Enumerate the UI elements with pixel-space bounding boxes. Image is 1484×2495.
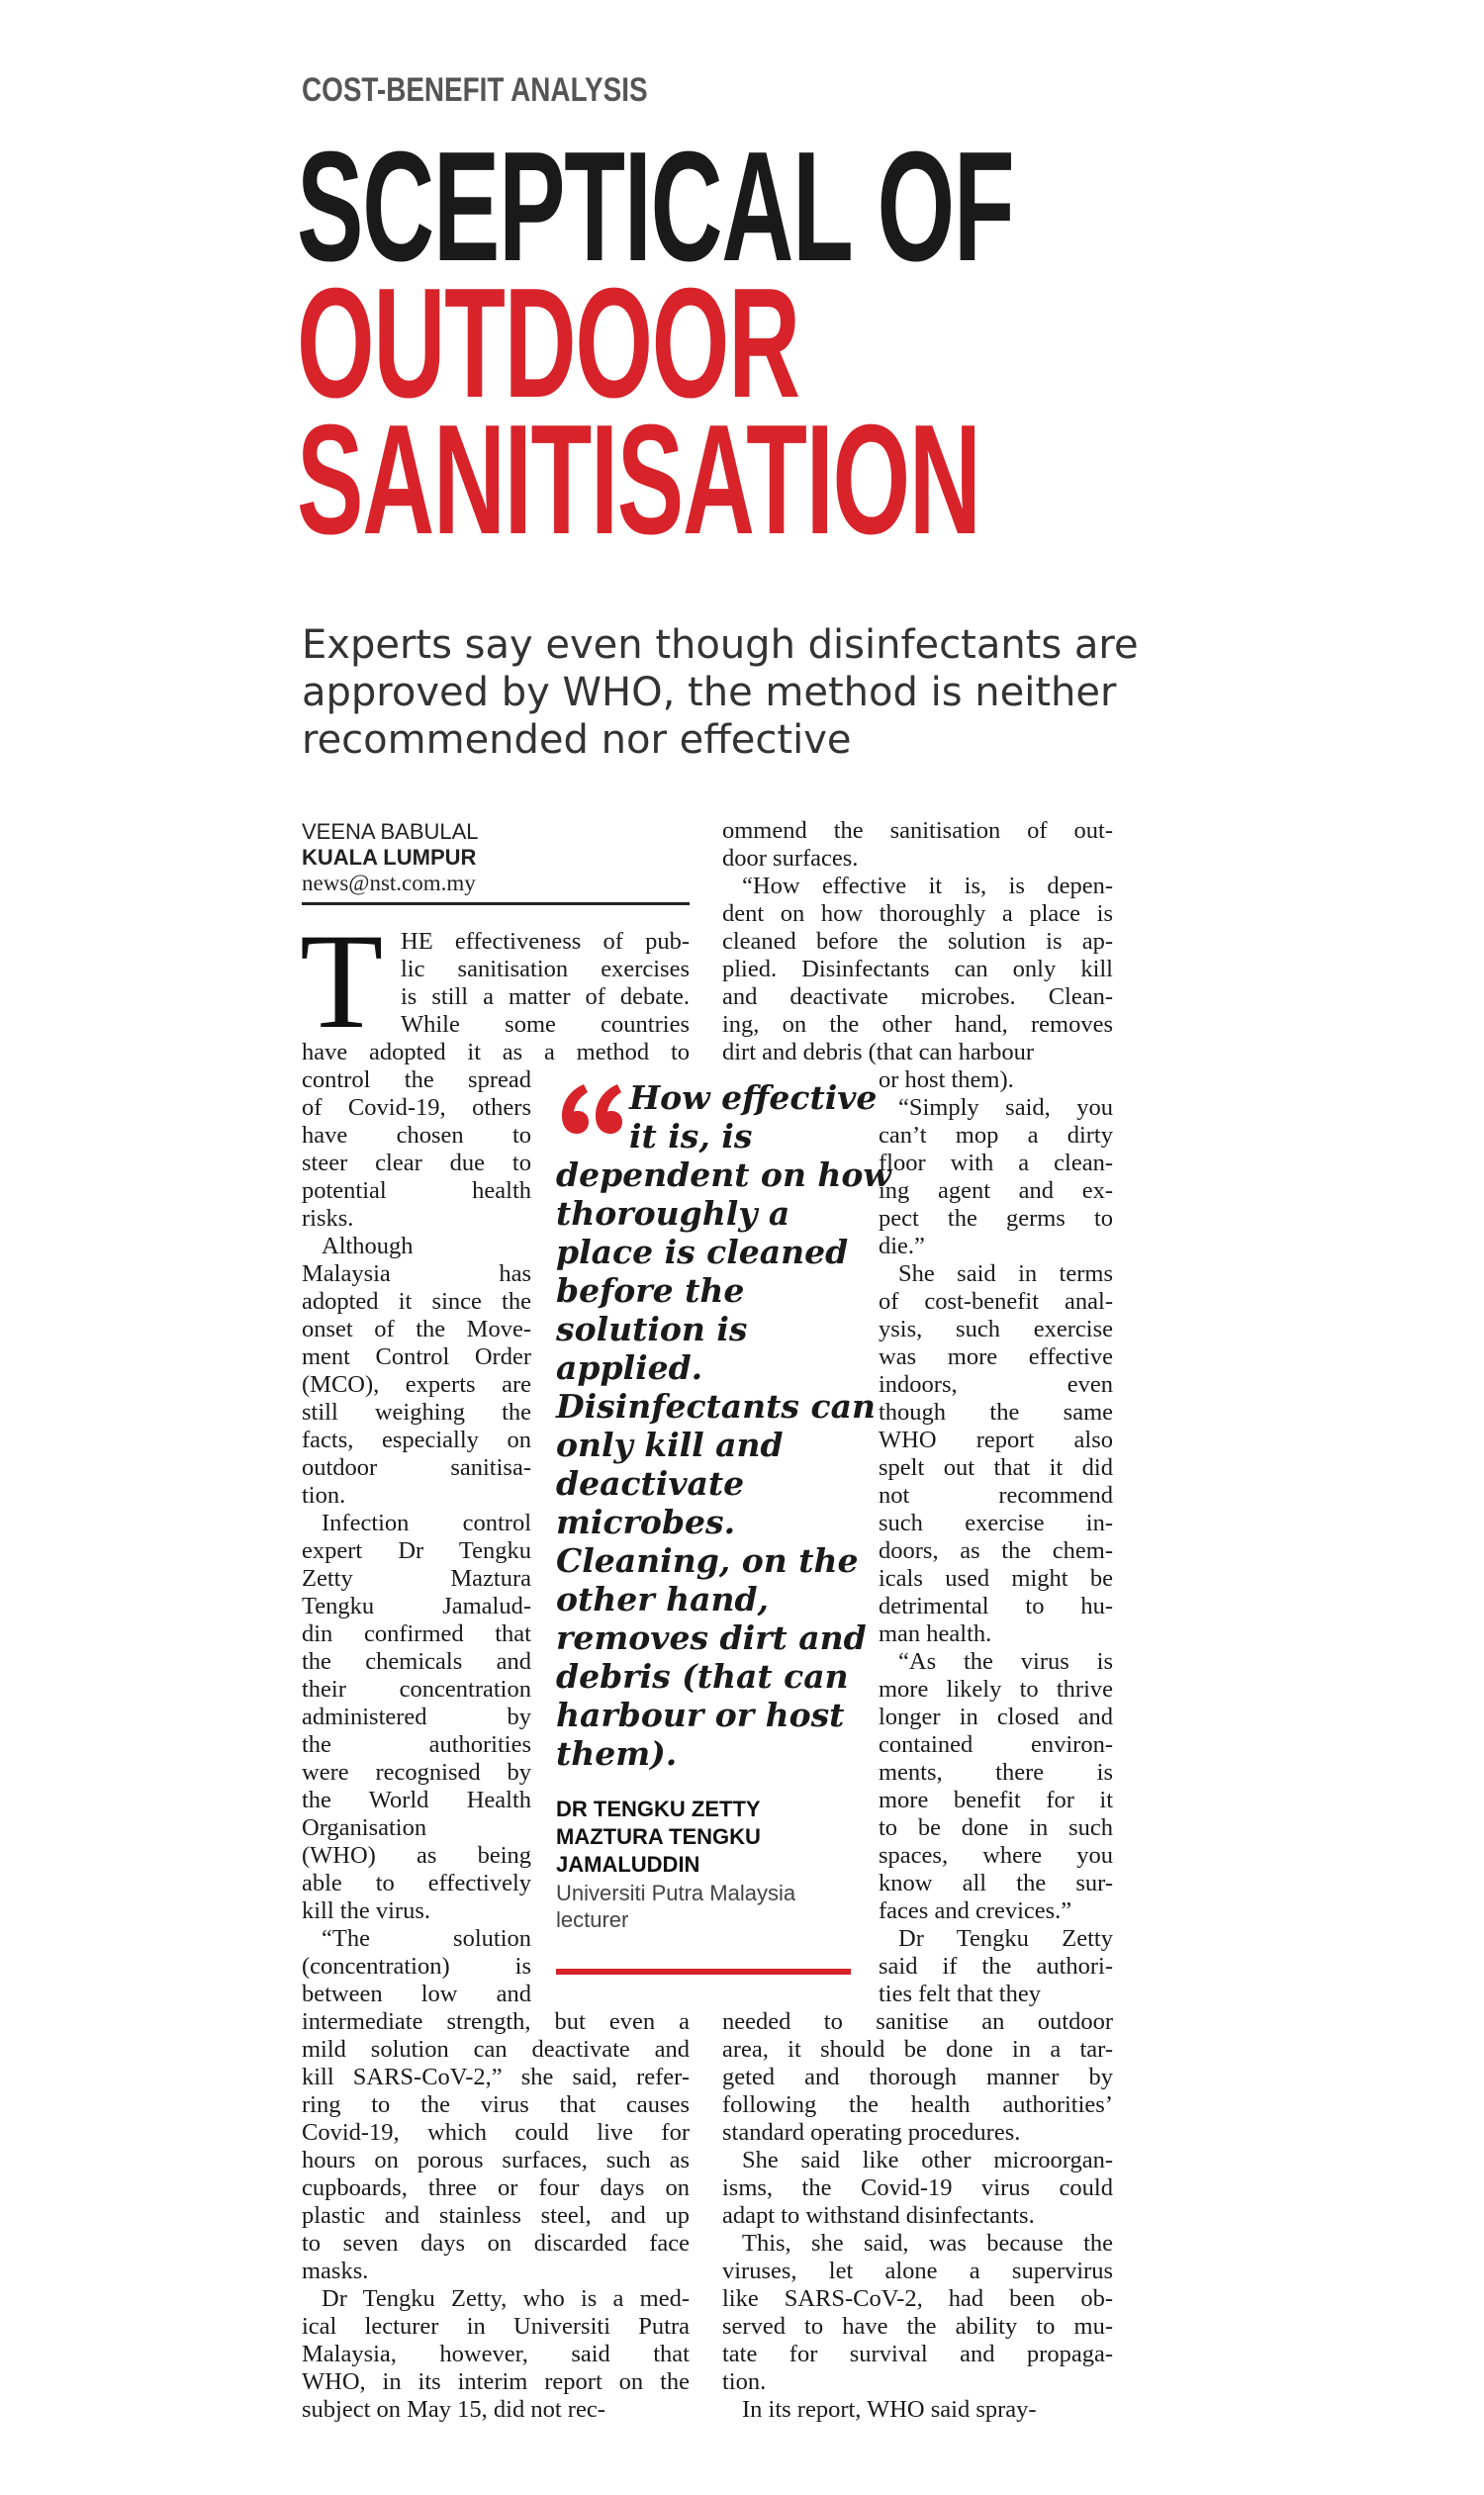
- body-text-line: their concentration: [302, 1676, 531, 1703]
- pull-quote-role-line: lecturer: [556, 1907, 629, 1932]
- body-text-line: between low and: [302, 1981, 531, 2007]
- body-text-line: icals used might be: [879, 1565, 1113, 1592]
- body-text-line: to be done in such: [879, 1814, 1113, 1841]
- body-text-line: masks.: [302, 2258, 369, 2284]
- pull-quote-line: it is, is: [629, 1117, 753, 1155]
- body-text-line: man health.: [879, 1620, 992, 1647]
- column-2-bottom: [722, 2008, 1113, 2424]
- body-text-line: dirt and debris (that can harbour: [722, 1039, 1034, 1065]
- body-text-line: This, she said, was because the: [742, 2230, 1113, 2257]
- pull-quote-line: Cleaning, on the: [556, 1541, 859, 1580]
- body-text-line: cleaned before the solution is ap-: [722, 928, 1113, 955]
- body-text-line: intermediate strength, but even a: [302, 2008, 690, 2035]
- body-text-line: cupboards, three or four days on: [302, 2174, 690, 2201]
- headline-line-2: OUTDOOR: [297, 256, 799, 430]
- body-text-line: able to effectively: [302, 1870, 531, 1896]
- body-text-line: can’t mop a dirty: [879, 1122, 1113, 1149]
- body-text-line: “Simply said, you: [898, 1094, 1113, 1121]
- standfirst-line: Experts say even though disinfectants are: [302, 622, 1139, 668]
- column-3-narrow: [879, 1066, 1113, 2008]
- body-text-line: door surfaces.: [722, 845, 859, 872]
- body-text-line: Tengku Jamalud-: [302, 1593, 531, 1619]
- body-text-line: HE effectiveness of pub-: [401, 928, 690, 955]
- body-text-line: While some countries: [401, 1011, 690, 1038]
- body-text-line: served to have the ability to mu-: [722, 2313, 1113, 2340]
- body-text-line: She said like other microorgan-: [742, 2147, 1113, 2173]
- body-text-line: kill the virus.: [302, 1897, 430, 1924]
- body-text-line: Although: [322, 1233, 414, 1259]
- byline-author: VEENA BABULAL: [302, 819, 479, 844]
- body-text-line: the authorities: [302, 1731, 531, 1758]
- body-text-line: “How effective it is, is depen-: [742, 873, 1113, 899]
- pull-quote-divider: [556, 1969, 851, 1975]
- body-text-line: kill SARS-CoV-2,” she said, refer-: [302, 2064, 690, 2090]
- body-text-line: plied. Disinfectants can only kill: [722, 956, 1113, 982]
- body-text-line: adopted it since the: [302, 1288, 531, 1315]
- pull-quote-role: [556, 1880, 873, 1933]
- body-text-line: risks.: [302, 1205, 354, 1232]
- body-text-line: know all the sur-: [879, 1870, 1113, 1896]
- body-text-line: die.”: [879, 1233, 925, 1259]
- body-text-line: “The solution: [322, 1925, 531, 1952]
- body-text-line: needed to sanitise an outdoor: [722, 2008, 1113, 2035]
- body-text-line: ical lecturer in Universiti Putra: [302, 2313, 690, 2340]
- body-text-line: tate for survival and propaga-: [722, 2341, 1113, 2367]
- body-text-line: ing, on the other hand, removes: [722, 1011, 1113, 1038]
- body-text-line: have chosen to: [302, 1122, 531, 1149]
- body-text-line: or host them).: [879, 1066, 1014, 1093]
- pull-quote-line: harbour or host: [556, 1696, 845, 1734]
- body-text-line: the chemicals and: [302, 1648, 531, 1675]
- pull-quote-line: other hand,: [556, 1580, 770, 1618]
- body-text-line: Infection control: [322, 1510, 531, 1536]
- body-text-line: administered by: [302, 1704, 531, 1730]
- headline-line-1: SCEPTICAL OF: [297, 120, 1014, 294]
- body-text-line: such exercise in-: [879, 1510, 1113, 1536]
- body-text-line: viruses, let alone a supervirus: [722, 2258, 1113, 2284]
- body-text-line: hours on porous surfaces, such as: [302, 2147, 690, 2173]
- body-text-line: WHO, in its interim report on the: [302, 2368, 690, 2395]
- pull-quote-line: only kill and: [556, 1426, 784, 1464]
- body-text-line: tion.: [722, 2368, 767, 2395]
- body-text-line: potential health: [302, 1177, 531, 1204]
- body-text-line: ring to the virus that causes: [302, 2091, 690, 2118]
- pull-quote: [556, 1078, 891, 1773]
- body-text-line: ysis, such exercise: [879, 1316, 1113, 1342]
- body-text-line: ment Control Order: [302, 1343, 531, 1370]
- pull-quote-line: Disinfectants can: [556, 1387, 876, 1426]
- pull-quote-line: debris (that can: [556, 1657, 849, 1696]
- body-text-line: outdoor sanitisa-: [302, 1454, 531, 1481]
- body-text-line: facts, especially on: [302, 1427, 531, 1453]
- pull-quote-line: solution is: [556, 1310, 748, 1348]
- body-text-line: said if the authori-: [879, 1953, 1113, 1980]
- body-text-line: expert Dr Tengku: [302, 1537, 531, 1564]
- body-text-line: is still a matter of debate.: [401, 983, 690, 1010]
- body-text-line: were recognised by: [302, 1759, 531, 1786]
- body-text-line: (concentration) is: [302, 1953, 531, 1980]
- pull-quote-name-line: JAMALUDDIN: [556, 1852, 700, 1877]
- headline: [297, 120, 1014, 567]
- body-text-line: Organisation: [302, 1814, 427, 1841]
- headline-line-3: SANITISATION: [297, 393, 980, 567]
- pull-quote-attribution: [556, 1796, 873, 1879]
- pull-quote-line: before the: [556, 1271, 745, 1310]
- pull-quote-name-line: DR TENGKU ZETTY: [556, 1797, 761, 1821]
- body-text-line: standard operating procedures.: [722, 2119, 1021, 2146]
- body-text-line: Dr Tengku Zetty, who is a med-: [322, 2285, 690, 2312]
- body-text-line: dent on how thoroughly a place is: [722, 900, 1113, 927]
- body-text-line: more likely to thrive: [879, 1676, 1113, 1703]
- body-text-line: ments, there is: [879, 1759, 1113, 1786]
- body-text-line: Dr Tengku Zetty: [898, 1925, 1113, 1952]
- body-text-line: She said in terms: [898, 1260, 1113, 1287]
- drop-cap: T: [300, 905, 384, 1057]
- body-text-line: din confirmed that: [302, 1620, 531, 1647]
- body-text-line: of Covid-19, others: [302, 1094, 531, 1121]
- body-text-line: adapt to withstand disinfectants.: [722, 2202, 1035, 2229]
- column-1-intro: [401, 928, 690, 1039]
- body-text-line: isms, the Covid-19 virus could: [722, 2174, 1113, 2201]
- body-text-line: like SARS-CoV-2, had been ob-: [722, 2285, 1113, 2312]
- body-text-line: spelt out that it did: [879, 1454, 1113, 1481]
- pull-quote-role-line: Universiti Putra Malaysia: [556, 1881, 796, 1905]
- pull-quote-line: deactivate: [556, 1464, 745, 1503]
- body-text-line: Covid-19, which could live for: [302, 2119, 690, 2146]
- body-text-line: though the same: [879, 1399, 1113, 1426]
- body-text-line: ommend the sanitisation of out-: [722, 817, 1113, 844]
- body-text-line: tion.: [302, 1482, 346, 1509]
- column-1-bottom: [302, 2008, 690, 2424]
- body-text-line: ing agent and ex-: [879, 1177, 1113, 1204]
- body-text-line: WHO report also: [879, 1427, 1113, 1453]
- body-text-line: pect the germs to: [879, 1205, 1113, 1232]
- body-text-line: contained environ-: [879, 1731, 1113, 1758]
- body-text-line: lic sanitisation exercises: [401, 956, 690, 982]
- pull-quote-line: them).: [556, 1734, 678, 1773]
- column-1-narrow: [302, 1066, 531, 2008]
- body-text-line: mild solution can deactivate and: [302, 2036, 690, 2063]
- body-text-line: ties felt that they: [879, 1981, 1041, 2007]
- body-text-line: detrimental to hu-: [879, 1593, 1113, 1619]
- standfirst-line: recommended nor effective: [302, 717, 852, 763]
- pull-quote-line: thoroughly a: [556, 1194, 790, 1233]
- body-text-line: doors, as the chem-: [879, 1537, 1113, 1564]
- body-text-line: the World Health: [302, 1787, 531, 1813]
- body-text-line: floor with a clean-: [879, 1150, 1113, 1176]
- column-2-top: [722, 817, 1113, 1066]
- body-text-line: (MCO), experts are: [302, 1371, 531, 1398]
- pull-quote-line: microbes.: [556, 1503, 736, 1541]
- body-text-line: onset of the Move-: [302, 1316, 531, 1342]
- body-text-line: longer in closed and: [879, 1704, 1113, 1730]
- body-text-line: not recommend: [879, 1482, 1113, 1509]
- body-text-line: faces and crevices.”: [879, 1897, 1072, 1924]
- body-text-line: area, it should be done in a tar-: [722, 2036, 1113, 2063]
- body-text-line: spaces, where you: [879, 1842, 1113, 1869]
- body-text-line: plastic and stainless steel, and up: [302, 2202, 690, 2229]
- body-text-line: Malaysia has: [302, 1260, 531, 1287]
- body-text-line: was more effective: [879, 1343, 1113, 1370]
- body-text-line: Malaysia, however, said that: [302, 2341, 690, 2367]
- body-text-line: following the health authorities’: [722, 2091, 1113, 2118]
- pull-quote-line: removes dirt and: [556, 1618, 867, 1657]
- body-text-line: “As the virus is: [898, 1648, 1113, 1675]
- body-text-line: (WHO) as being: [302, 1842, 531, 1869]
- byline-email[interactable]: news@nst.com.my: [302, 871, 476, 895]
- pull-quote-line: dependent on how: [556, 1155, 891, 1194]
- body-text-line: control the spread: [302, 1066, 531, 1093]
- body-text-line: geted and thorough manner by: [722, 2064, 1113, 2090]
- body-text-line: have adopted it as a method to: [302, 1039, 690, 1065]
- body-text-line: Zetty Maztura: [302, 1565, 531, 1592]
- body-text-line: steer clear due to: [302, 1150, 531, 1176]
- standfirst-line: approved by WHO, the method is neither: [302, 670, 1117, 715]
- body-text-line: more benefit for it: [879, 1787, 1113, 1813]
- body-text-line: subject on May 15, did not rec-: [302, 2396, 605, 2423]
- pull-quote-line: applied.: [556, 1348, 703, 1387]
- pull-quote-line: How effective: [629, 1078, 878, 1117]
- body-text-line: and deactivate microbes. Clean-: [722, 983, 1113, 1010]
- body-text-line: still weighing the: [302, 1399, 531, 1426]
- body-text-line: to seven days on discarded face: [302, 2230, 690, 2257]
- column-1-wide: [302, 1039, 690, 1066]
- standfirst: [302, 621, 1139, 764]
- byline: [302, 819, 688, 896]
- section-kicker: COST-BENEFIT ANALYSIS: [302, 71, 648, 109]
- body-text-line: of cost-benefit anal-: [879, 1288, 1113, 1315]
- body-text-line: In its report, WHO said spray-: [742, 2396, 1037, 2423]
- byline-place: KUALA LUMPUR: [302, 845, 477, 870]
- body-text-line: indoors, even: [879, 1371, 1113, 1398]
- pull-quote-line: place is cleaned: [556, 1233, 849, 1271]
- pull-quote-name-line: MAZTURA TENGKU: [556, 1824, 761, 1849]
